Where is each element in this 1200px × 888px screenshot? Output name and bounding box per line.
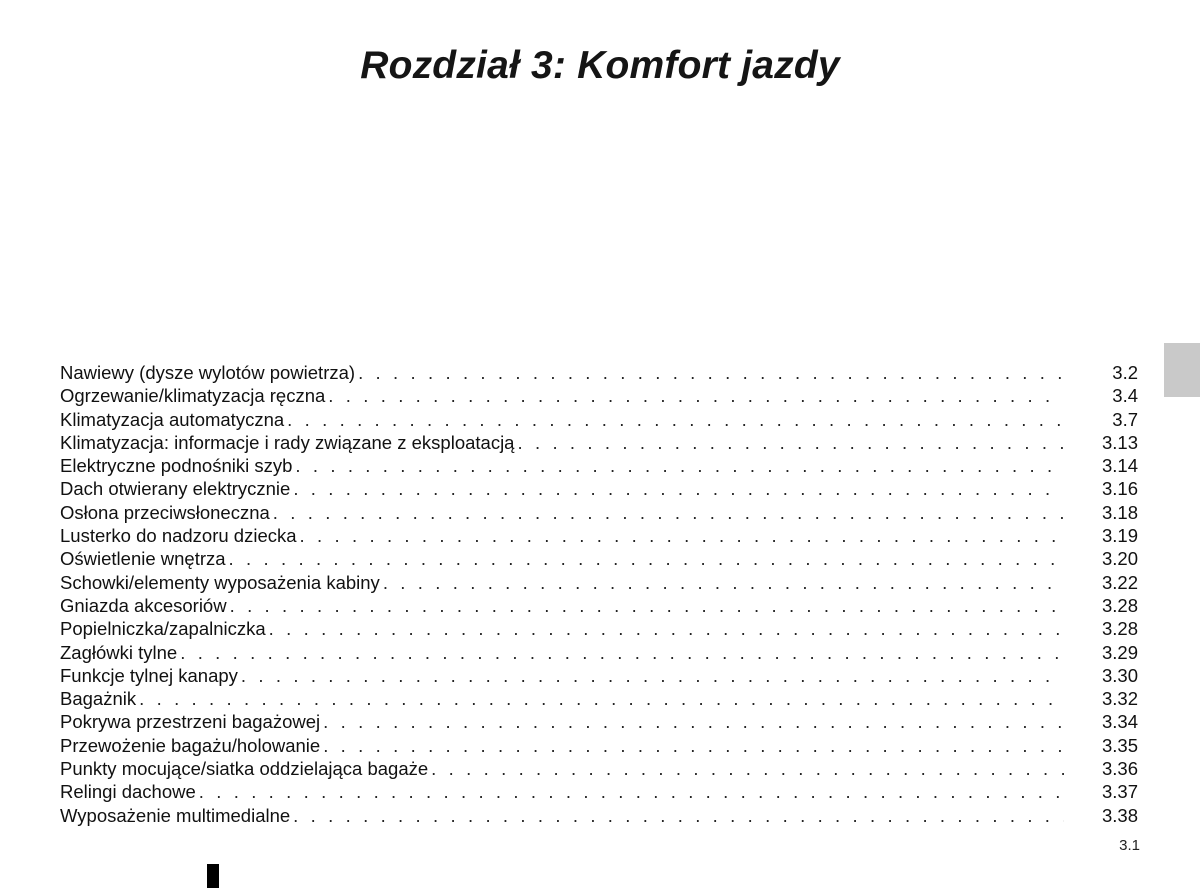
toc-entry-page: 3.28 [1101,618,1138,640]
toc-entry-label: Osłona przeciwsłoneczna [60,501,270,523]
toc-entry-label: Popielniczka/zapalniczka [60,618,266,640]
toc-entry[interactable] [60,408,1138,431]
toc-entry[interactable] [60,594,1138,617]
toc-entry-label: Klimatyzacja: informacje i rady związane z eksploatacją [60,431,515,453]
toc-entry-page: 3.38 [1101,804,1138,826]
toc-dot-leader [358,361,1064,384]
toc-entry-label: Nawiewy (dysze wylotów powietrza) [60,362,356,383]
toc-entry-page: 3.13 [1101,431,1138,453]
toc-entry[interactable] [60,524,1138,547]
toc-entry[interactable] [60,734,1138,757]
toc-entry[interactable] [60,804,1138,827]
toc-entry-label: Funkcje tylnej kanapy [60,664,238,686]
toc-entry[interactable] [60,710,1138,733]
toc-entry[interactable] [60,454,1138,477]
toc-entry-label: Bagażnik [60,688,137,710]
toc-dot-leader [273,501,1064,524]
toc-dot-leader [323,734,1064,757]
page-number: 3.1 [1119,837,1140,854]
chapter-title: Rozdział 3: Komfort jazdy [360,44,840,88]
toc-entry[interactable] [60,501,1138,524]
toc-entry[interactable] [60,384,1138,407]
crop-mark [207,864,219,888]
toc-entry[interactable] [60,547,1138,570]
toc-entry-label: Dach otwierany elektrycznie [60,478,291,500]
toc-dot-leader [229,547,1064,570]
toc-entry[interactable] [60,780,1138,803]
toc-dot-leader [293,804,1064,827]
toc-dot-leader [383,571,1064,594]
toc-dot-leader [295,454,1064,477]
toc-dot-leader [323,710,1064,733]
toc-dot-leader [517,431,1064,454]
toc-entry-label: Wyposażenie multimedialne [60,804,291,826]
toc-entry-page: 3.16 [1101,478,1138,500]
toc-dot-leader [241,664,1064,687]
toc-entry-label: Schowki/elementy wyposażenia kabiny [60,571,380,593]
toc-dot-leader [139,687,1064,710]
toc-entry-page: 3.14 [1101,455,1138,477]
toc-entry-page: 3.35 [1101,734,1138,756]
toc-entry[interactable] [60,757,1138,780]
toc-entry-label: Lusterko do nadzoru dziecka [60,525,297,547]
toc-entry-page: 3.7 [1112,408,1138,430]
toc-entry-page: 3.22 [1101,571,1138,593]
toc-entry-page: 3.37 [1101,781,1138,803]
toc-dot-leader [431,757,1064,780]
toc-entry-page: 3.4 [1112,385,1138,407]
toc-entry-label: Ogrzewanie/klimatyzacja ręczna [60,385,326,407]
toc-entry-label: Pokrywa przestrzeni bagażowej [60,711,321,733]
toc-entry-label: Gniazda akcesoriów [60,594,227,616]
toc-entry[interactable] [60,477,1138,500]
toc-entry[interactable] [60,617,1138,640]
table-of-contents [60,361,1138,827]
toc-entry-label: Relingi dachowe [60,781,196,803]
toc-entry-label: Punkty mocujące/siatka oddzielająca bagaże [60,758,429,780]
toc-dot-leader [300,524,1064,547]
toc-entry-page: 3.28 [1101,594,1138,616]
toc-entry[interactable] [60,664,1138,687]
toc-dot-leader [199,780,1064,803]
toc-entry-page: 3.36 [1101,758,1138,780]
toc-entry[interactable] [60,571,1138,594]
toc-entry-page: 3.20 [1101,548,1138,570]
toc-entry-page: 3.32 [1101,688,1138,710]
toc-entry-page: 3.34 [1101,711,1138,733]
toc-entry-page: 3.18 [1101,501,1138,523]
toc-entry-page: 3.29 [1101,641,1138,663]
toc-entry[interactable] [60,431,1138,454]
toc-entry-label: Przewożenie bagażu/holowanie [60,734,321,756]
toc-entry[interactable] [60,641,1138,664]
toc-dot-leader [328,384,1064,407]
toc-entry-label: Elektryczne podnośniki szyb [60,455,293,477]
toc-dot-leader [287,408,1064,431]
toc-entry-page: 3.30 [1101,664,1138,686]
toc-entry-page: 3.2 [1112,362,1138,383]
toc-entry-label: Zagłówki tylne [60,641,178,663]
chapter-side-tab [1164,343,1200,397]
toc-entry-label: Oświetlenie wnętrza [60,548,226,570]
toc-entry[interactable] [60,687,1138,710]
toc-entry-label: Klimatyzacja automatyczna [60,408,285,430]
toc-dot-leader [269,617,1064,640]
toc-dot-leader [230,594,1064,617]
toc-entry[interactable] [60,361,1138,384]
toc-entry-page: 3.19 [1101,525,1138,547]
toc-dot-leader [180,641,1064,664]
toc-dot-leader [293,477,1064,500]
